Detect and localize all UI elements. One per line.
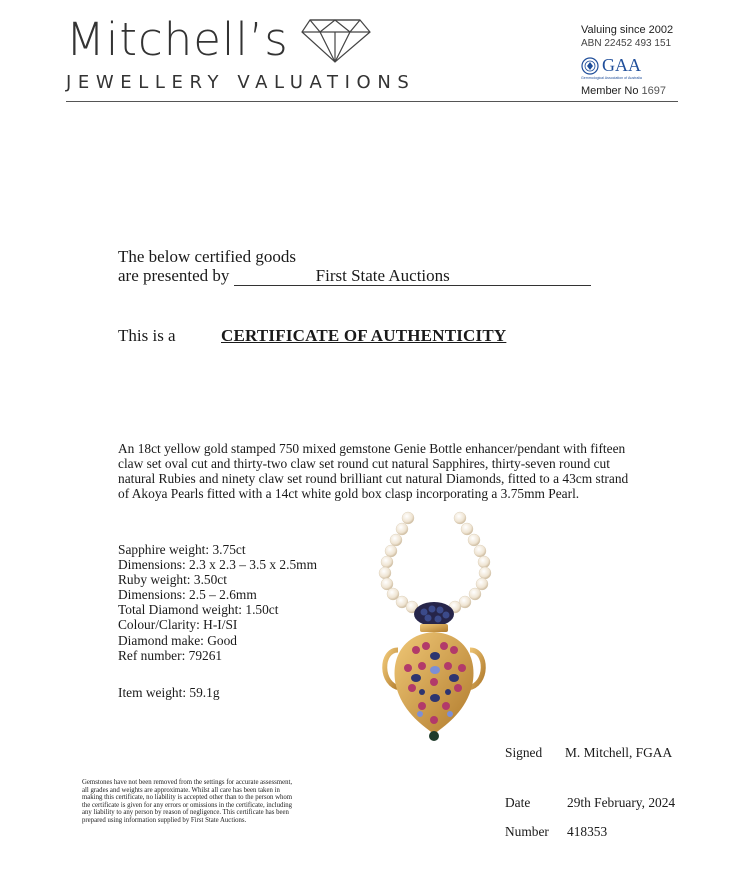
spec-item: Dimensions: 2.5 – 2.6mm bbox=[118, 587, 257, 603]
spec-item: Diamond make: Good bbox=[118, 632, 238, 648]
number-label: Number bbox=[505, 824, 549, 839]
diamond-logo-icon bbox=[300, 18, 372, 64]
member-value: 1697 bbox=[641, 85, 667, 97]
item-weight: Item weight: 59.1g bbox=[118, 685, 220, 700]
spec-item: Sapphire weight: 3.75ct bbox=[118, 542, 246, 557]
date-value: 29th February, 2024 bbox=[567, 795, 676, 810]
gaa-logo bbox=[581, 55, 691, 76]
certificate-prefix: This is a bbox=[118, 326, 176, 345]
spec-item: Ruby weight: 3.50ct bbox=[118, 572, 227, 588]
presented-line2 bbox=[118, 266, 591, 286]
presented-line1: The below certified goods bbox=[118, 247, 296, 266]
item-description: An 18ct yellow gold stamped 750 mixed gemstone Genie Bottle enhancer/pendant with fifteen claw set oval cut and thirty-two claw set round cut natural Sapphires, thirty-seven round cut natural Rubies and ninety claw set round brilliant cut natural Diamonds, fitted to a 43cm strand of Akoya Pearls fitted with a 14ct white gold box clasp incorporating a 3.75mm Pearl. bbox=[118, 441, 629, 501]
presented-block bbox=[118, 247, 591, 286]
brand-name: Mitchell’s bbox=[66, 13, 289, 66]
brand-subtitle: JEWELLERY VALUATIONS bbox=[66, 72, 416, 93]
header-divider bbox=[66, 101, 678, 102]
spec-item: Dimensions: 2.3 x 2.3 – 3.5 x 2.5mm bbox=[118, 557, 318, 573]
pendant-photo bbox=[360, 510, 510, 750]
header-info bbox=[581, 24, 691, 97]
gaa-text: GAA bbox=[602, 55, 641, 75]
member-label: Member No bbox=[581, 85, 639, 97]
gaa-fullname: Gemmological Association of Australia bbox=[581, 76, 642, 80]
abn-number: ABN 22452 493 151 bbox=[581, 38, 672, 49]
spec-item: Colour/Clarity: H-I/SI bbox=[118, 617, 238, 633]
valuing-since: Valuing since 2002 bbox=[581, 24, 674, 36]
signed-value: M. Mitchell, FGAA bbox=[565, 745, 673, 760]
spec-item: Ref number: 79261 bbox=[118, 647, 223, 663]
presenter-name: First State Auctions bbox=[234, 266, 591, 286]
certificate-title: CERTIFICATE OF AUTHENTICITY bbox=[221, 326, 507, 345]
spec-list bbox=[118, 542, 317, 663]
gaa-seal-icon bbox=[581, 57, 599, 75]
member-number bbox=[581, 85, 691, 97]
signed-label: Signed bbox=[505, 745, 543, 760]
number-value: 418353 bbox=[567, 824, 608, 839]
presented-prefix: are presented by bbox=[118, 266, 230, 285]
date-label: Date bbox=[505, 795, 531, 810]
spec-item: Total Diamond weight: 1.50ct bbox=[118, 602, 279, 618]
disclaimer-text: Gemstones have not been removed from the settings for accurate assessment, all grades and weights are approximate. Whilst all care has been taken in making this certificate, no liability is accepted other than to the person whom the certificate is given for any errors or omissions in the certificate, including any liability to any person by reason of negligence. This certificate has been prepared using information supplied by First State Auctions. bbox=[82, 779, 293, 824]
